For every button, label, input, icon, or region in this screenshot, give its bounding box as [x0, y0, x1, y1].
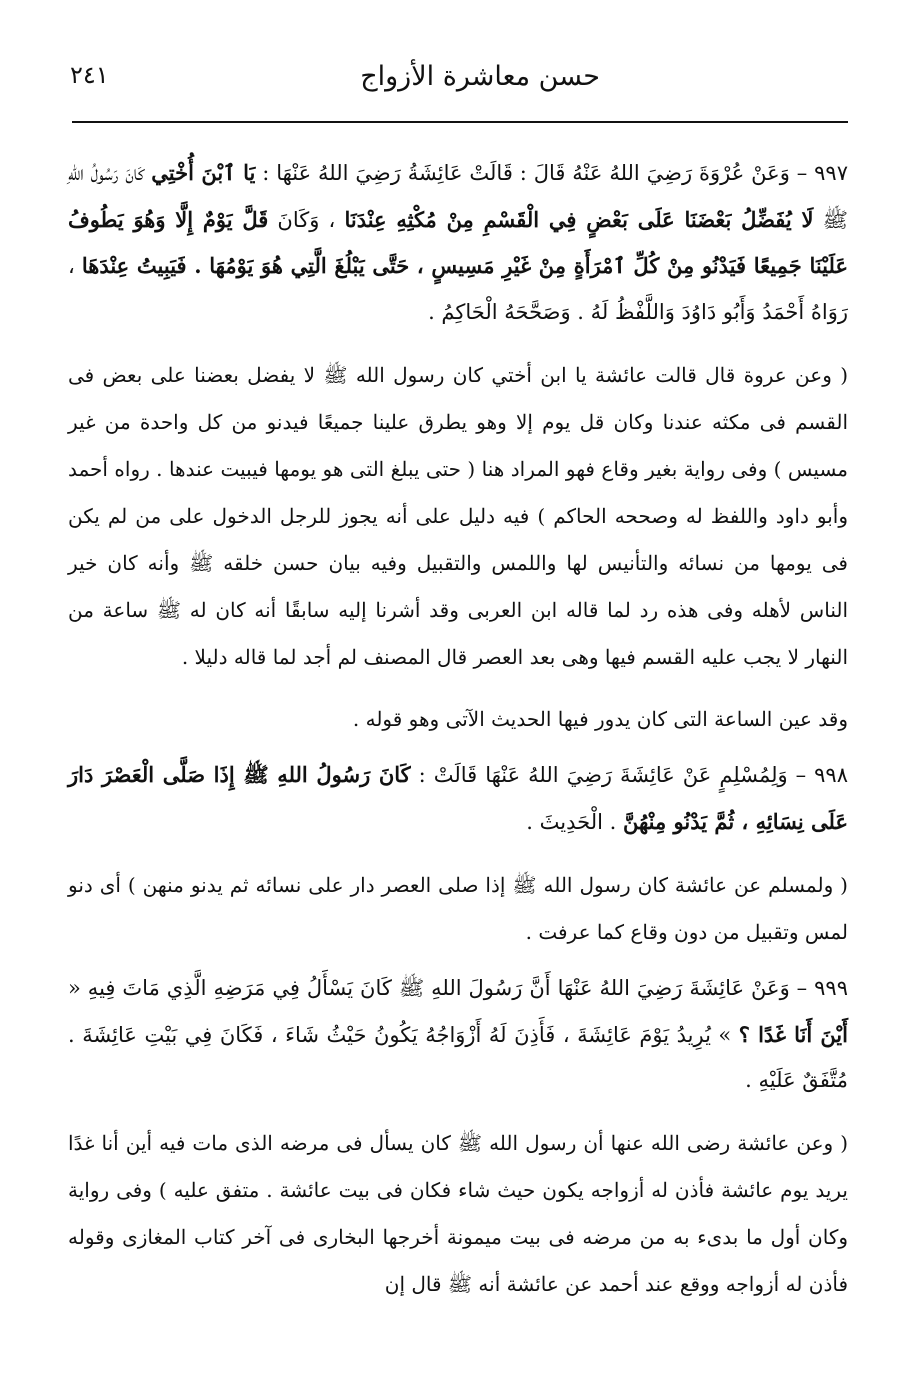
hadith-text: ، وَكَانَ	[268, 207, 345, 232]
hadith-text-bold: أَيْنَ أَنَا غَدًا ؟	[738, 1021, 848, 1047]
page-header	[70, 55, 840, 105]
hadith-997	[68, 150, 848, 335]
hadith-text: كَانَ رَسُولُ اللهِ ﷺ	[68, 161, 849, 232]
hadith-text: » يُرِيدُ يَوْمَ عَائِشَةَ ، فَأَذِنَ لَهُ أَزْوَاجُهُ يَكُونُ حَيْثُ شَاءَ ، فَكَانَ فِي بَيْتِ عَائِشَةَ . مُتَّفَقٌ عَلَيْهِ .	[68, 1022, 848, 1092]
hadith-number: ٩٩٨	[814, 763, 848, 787]
hadith-number: ٩٩٧	[814, 161, 848, 185]
hadith-998	[68, 752, 848, 845]
hadith-text-bold: لَا يُفَضِّلُ بَعْضَنَا عَلَى بَعْضٍ فِي الْقَسْمِ مِنْ مُكْثِهِ عِنْدَنَا	[344, 206, 814, 232]
commentary-998: ( ولمسلم عن عائشة كان رسول الله ﷺ إذا صلى العصر دار على نسائه ثم يدنو منهن ) أى دنو لمس وتقبيل من دون وقاع كما عرفت .	[68, 873, 848, 944]
hadith-text-bold: قَلَّ يَوْمٌ إِلَّا وَهُوَ يَطُوفُ عَلَيْنَا جَمِيعًا فَيَدْنُو مِنْ كُلِّ ٱمْرَأَةٍ مِنْ غَيْرِ مَسِيسٍ ، حَتَّى يَبْلُغَ الَّتِي هُوَ يَوْمُهَا . فَيَبِيتُ عِنْدَهَا	[68, 206, 848, 278]
commentary-997: ( وعن عروة قال قالت عائشة يا ابن أختي كان رسول الله ﷺ لا يفضل بعضنا على بعض فى القسم فى مكثه عندنا وكان قل يوم إلا وهو يطرق علينا جميعًا فيدنو من كل واحدة من غير مسيس ) وفى رواية بغير وقاع فهو المراد هنا ( حتى يبلغ التى هو يومها فيبيت عندها . رواه أحمد وأبو داود واللفظ له وصححه الحاكم ) فيه دليل على أنه يجوز للرجل الدخول على من لم يكن فى يومها من نسائه والتأنيس لها واللمس والتقبيل وفيه بيان حسن خلقه ﷺ وأنه كان خير الناس لأهله وفى هذه رد لما قاله ابن العربى وقد أشرنا إليه سابقًا أنه كان له ﷺ ساعة من النهار لا يجب عليه القسم فيها وهى بعد العصر قال المصنف لم أجد لما قاله دليلا .	[68, 363, 848, 669]
hadith-text: . الْحَدِيثَ .	[526, 809, 623, 834]
hadith-number: ٩٩٩	[814, 976, 848, 1000]
hadith-intro: – وَعَنْ عُرْوَةَ رَضِيَ اللهُ عَنْهُ قَالَ : قَالَتْ عَائِشَةُ رَضِيَ اللهُ عَنْهَا :	[255, 161, 808, 185]
hadith-text-bold: يَا ٱبْنَ أُخْتِي	[151, 160, 256, 185]
hadith-text: ، رَوَاهُ أَحْمَدُ وَأَبُو دَاوُدَ وَاللَّفْظُ لَهُ . وَصَحَّحَهُ الْحَاكِمُ .	[68, 254, 848, 324]
hadith-intro: – وَعَنْ عَائِشَةَ رَضِيَ اللهُ عَنْهَا أَنَّ رَسُولَ اللهِ ﷺ كَانَ يَسْأَلُ فِي مَرَضِهِ الَّذِي مَاتَ فِيهِ «	[68, 976, 808, 1000]
running-title: حسن معاشرة الأزواج	[360, 61, 600, 92]
commentary-999: ( وعن عائشة رضى الله عنها أن رسول الله ﷺ كان يسأل فى مرضه الذى مات فيه أين أنا غدًا يريد يوم عائشة فأذن له أزواجه يكون حيث شاء فكان فى بيت عائشة . متفق عليه ) وفى رواية وكان أول ما بدىء به من مرضه فى بيت ميمونة أخرجها البخارى فى آخر كتاب المغازى وقوله فأذن له أزواجه ووقع عند أحمد عن عائشة أنه ﷺ قال إن	[68, 1131, 848, 1296]
hadith-intro: – وَلِمُسْلِمٍ عَنْ عَائِشَةَ رَضِيَ اللهُ عَنْهَا قَالَتْ :	[410, 763, 807, 787]
hadith-text-bold: كَانَ رَسُولُ اللهِ ﷺ إِذَا صَلَّى الْعَصْرَ دَارَ عَلَى نِسَائِهِ ، ثُمَّ يَدْنُو مِنْهُنَّ	[68, 762, 848, 834]
page-number: ٢٤١	[70, 61, 109, 89]
transition-note: وقد عين الساعة التى كان يدور فيها الحديث الآتى وهو قوله .	[352, 707, 848, 731]
header-rule	[72, 121, 848, 123]
hadith-999	[68, 966, 848, 1104]
